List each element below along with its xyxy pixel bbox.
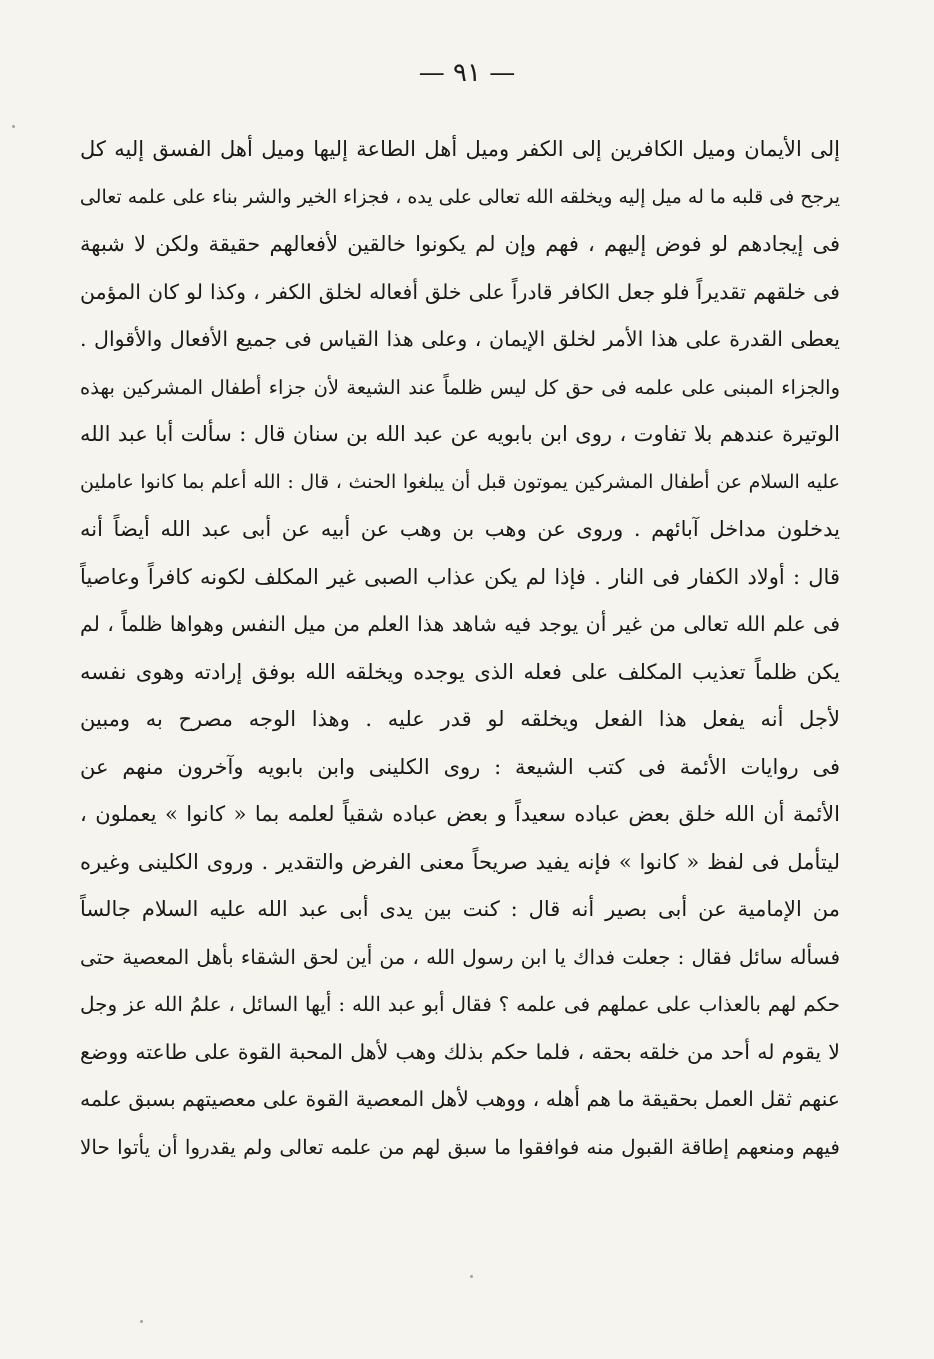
text-line: قال : أولاد الكفار فى النار . فإذا لم يكن عذاب الصبى غير المكلف لكونه كافراً وعاصياً — [80, 564, 840, 589]
text-line: يعطى القدرة على هذا الأمر لخلق الإيمان ، وعلى هذا القياس فى جميع الأفعال والأقوال . — [80, 327, 840, 351]
text-line: لأجل أنه يفعل هذا الفعل ويخلقه لو قدر عليه . وهذا الوجه مصرح به ومبين — [80, 707, 840, 731]
text-line: عنهم ثقل العمل بحقيقة ما هم أهله ، ووهب لأهل المعصية القوة على معصيتهم بسبق علمه — [80, 1087, 840, 1111]
scan-speck — [470, 1275, 473, 1278]
scan-speck — [12, 125, 15, 128]
text-line: الوتيرة عندهم بلا تفاوت ، روى ابن بابويه عن عبد الله بن سنان قال : سألت أبا عبد الله — [80, 422, 840, 446]
text-line: فى إيجادهم لو فوض إليهم ، فهم وإن لم يكونوا خالقين لأفعالهم حقيقة ولكن لا شبهة — [80, 232, 840, 256]
text-line: إلى الأيمان وميل الكافرين إلى الكفر وميل أهل الطاعة إليها وميل أهل الفسق إليه كل — [80, 137, 840, 161]
text-line: حكم لهم بالعذاب على عملهم فى علمه ؟ فقال أبو عبد الله : أيها السائل ، علمُ الله عز وجل — [80, 992, 840, 1016]
text-line: الأئمة أن الله خلق بعض عباده سعيداً و بعض عباده شقياً لعلمه بما « كانوا » يعملون ، — [80, 802, 840, 826]
text-line: يكن ظلماً تعذيب المكلف على فعله الذى يوجده ويخلقه الله بوفق إرادته وهوى نفسه — [80, 659, 840, 684]
text-line: فسأله سائل فقال : جعلت فداك يا ابن رسول الله ، من أين لحق الشقاء بأهل المعصية حتى — [80, 944, 840, 969]
scan-speck — [140, 1320, 143, 1323]
page-number: — ٩١ — — [418, 58, 516, 88]
text-line: يدخلون مداخل آبائهم . وروى عن وهب بن وهب عن أبيه عن أبى عبد الله أيضاً أنه — [80, 517, 840, 541]
body-text — [80, 126, 840, 1171]
text-line: عليه السلام عن أطفال المشركين يموتون قبل أن يبلغوا الحنث ، قال : الله أعلم بما كانوا عاملين — [80, 470, 840, 493]
text-line: فى روايات الأئمة فى كتب الشيعة : روى الكلينى وابن بابويه وآخرون منهم عن — [80, 754, 840, 779]
text-line: من الإمامية عن أبى بصير أنه قال : كنت بين يدى أبى عبد الله عليه السلام جالساً — [80, 897, 840, 921]
text-line: ليتأمل فى لفظ « كانوا » فإنه يفيد صريحاً معنى الفرض والتقدير . وروى الكلينى وغيره — [80, 849, 840, 874]
text-line: لا يقوم له أحد من خلقه بحقه ، فلما حكم بذلك وهب لأهل المحبة القوة على طاعته ووضع — [80, 1039, 840, 1064]
text-line: والجزاء المبنى على علمه فى حق كل ليس ظلماً عند الشيعة لأن جزاء أطفال المشركين بهذه — [80, 375, 840, 399]
text-line: فى علم الله تعالى من غير أن يوجد فيه شاهد هذا العلم من ميل النفس وهواها ظلماً ، لم — [80, 612, 840, 636]
text-line: فيهم ومنعهم إطاقة القبول منه فوافقوا ما سبق لهم من علمه تعالى ولم يقدروا أن يأتوا حالا — [80, 1134, 840, 1159]
text-line: فى خلقهم تقديراً فلو جعل الكافر قادراً على خلق أفعاله لخلق الكفر ، وكذا لو كان المؤمن — [80, 279, 840, 304]
text-line: يرجح فى قلبه ما له ميل إليه ويخلقه الله تعالى على يده ، فجزاء الخير والشر بناء على علمه تعالى — [80, 185, 840, 208]
